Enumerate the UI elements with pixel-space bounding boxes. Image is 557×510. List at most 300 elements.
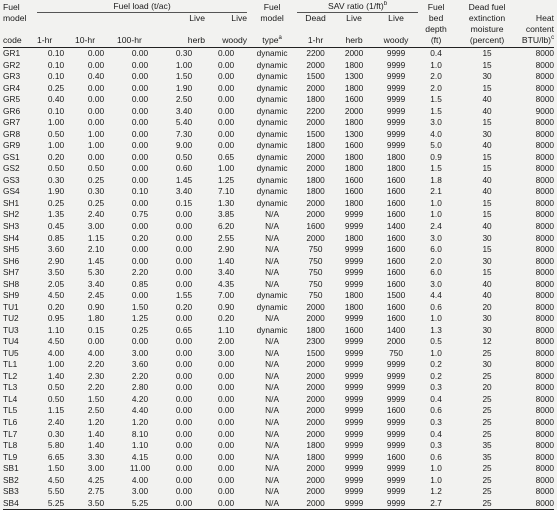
table-row xyxy=(3,382,554,394)
table-row xyxy=(3,348,554,360)
cell-load-live-herb: 0.00 xyxy=(175,382,193,393)
cell-sav-live-woody: 1600 xyxy=(386,186,406,197)
cell-code: TL5 xyxy=(3,405,18,416)
cell-heat-content: 8000 xyxy=(535,417,555,427)
cell-load-live-woody: 2.00 xyxy=(217,336,235,347)
table-row xyxy=(3,83,554,95)
cell-bed-depth: 1.0 xyxy=(430,59,442,70)
cell-load-live-woody: 4.35 xyxy=(217,278,235,289)
cell-bed-depth: 0.6 xyxy=(430,405,442,416)
header-sav-herb-l1: Live xyxy=(346,13,362,23)
table-row xyxy=(3,394,554,406)
header-1hr: 1-hr xyxy=(37,24,75,48)
cell-extinction-moisture: 15 xyxy=(482,197,492,208)
table-row xyxy=(3,186,554,198)
cell-sav-live-woody: 9999 xyxy=(386,359,406,370)
cell-sav-live-woody: 1600 xyxy=(386,301,406,312)
cell-sav-dead-1hr: 2000 xyxy=(306,151,325,162)
cell-model-type: N/A xyxy=(265,370,279,381)
cell-code: TL6 xyxy=(3,417,18,427)
cell-model-type: N/A xyxy=(265,313,279,324)
cell-code: SH4 xyxy=(3,232,20,243)
cell-sav-live-woody: 1600 xyxy=(386,174,406,185)
cell-load-10hr: 0.00 xyxy=(87,117,105,128)
cell-sav-live-herb: 9999 xyxy=(344,347,364,358)
cell-extinction-moisture: 40 xyxy=(482,186,492,197)
cell-bed-depth: 2.1 xyxy=(430,186,442,197)
cell-heat-content: 8000 xyxy=(535,474,555,485)
cell-sav-live-woody: 1600 xyxy=(386,267,406,278)
cell-bed-depth: 1.8 xyxy=(430,174,442,185)
cell-heat-content: 8000 xyxy=(535,220,555,231)
cell-sav-dead-1hr: 2000 xyxy=(306,405,325,416)
cell-load-live-herb: 0.00 xyxy=(175,232,193,243)
table-row xyxy=(3,440,554,452)
header-code-l3: code xyxy=(3,24,37,48)
cell-extinction-moisture: 40 xyxy=(482,105,492,116)
table-row xyxy=(3,71,554,83)
cell-extinction-moisture: 15 xyxy=(482,117,492,128)
cell-load-live-herb: 7.30 xyxy=(175,128,193,139)
cell-load-100hr: 1.10 xyxy=(131,440,149,451)
cell-load-100hr: 0.00 xyxy=(131,59,149,70)
table-row xyxy=(3,129,554,141)
cell-load-1hr: 1.40 xyxy=(47,370,65,381)
cell-sav-dead-1hr: 1500 xyxy=(306,347,325,358)
cell-model-type: N/A xyxy=(265,359,279,370)
cell-sav-dead-1hr: 2000 xyxy=(306,393,325,404)
cell-heat-content: 8000 xyxy=(535,197,555,208)
cell-load-10hr: 3.30 xyxy=(87,451,105,462)
header-fuel-load-group: Fuel load (t/ac) xyxy=(37,1,247,13)
cell-load-100hr: 2.20 xyxy=(131,370,149,381)
cell-heat-content: 8000 xyxy=(535,267,555,278)
cell-bed-depth: 0.3 xyxy=(430,417,442,427)
cell-sav-live-woody: 1400 xyxy=(386,220,406,231)
cell-load-10hr: 1.20 xyxy=(87,417,105,427)
cell-sav-live-herb: 9999 xyxy=(344,244,364,255)
cell-load-10hr: 2.10 xyxy=(87,244,105,255)
header-type-text: type xyxy=(262,35,279,45)
header-heat-text-2: content xyxy=(525,24,555,34)
cell-load-live-herb: 3.40 xyxy=(175,186,193,197)
cell-heat-content: 8000 xyxy=(535,324,555,335)
cell-sav-live-herb: 1800 xyxy=(344,301,364,312)
table-row xyxy=(3,221,554,233)
cell-load-10hr: 3.40 xyxy=(87,278,105,289)
cell-model-type: dynamic xyxy=(256,105,288,116)
cell-extinction-moisture: 30 xyxy=(482,232,492,243)
header-heat-sup: c xyxy=(551,35,555,41)
cell-sav-live-woody: 9999 xyxy=(386,59,406,70)
cell-code: TL2 xyxy=(3,370,18,381)
cell-code: TL7 xyxy=(3,428,18,439)
table-row xyxy=(3,359,554,371)
cell-load-10hr: 0.30 xyxy=(87,186,105,197)
cell-load-100hr: 0.85 xyxy=(131,278,149,289)
cell-bed-depth: 2.0 xyxy=(430,71,442,82)
cell-heat-content: 8000 xyxy=(535,347,555,358)
cell-bed-depth: 6.0 xyxy=(430,244,442,255)
cell-load-live-woody: 0.00 xyxy=(217,428,235,439)
cell-load-live-woody: 0.65 xyxy=(217,151,235,162)
cell-load-100hr: 0.00 xyxy=(131,197,149,208)
cell-bed-depth: 1.0 xyxy=(430,474,442,485)
cell-load-100hr: 2.80 xyxy=(131,382,149,393)
cell-code: TL4 xyxy=(3,393,18,404)
header-depth-l2: bed xyxy=(428,13,444,23)
cell-sav-live-woody: 9999 xyxy=(374,498,418,510)
table-row xyxy=(3,371,554,383)
cell-load-10hr: 3.00 xyxy=(87,220,105,231)
cell-sav-dead-1hr: 2000 xyxy=(306,82,325,93)
cell-sav-dead-1hr: 2000 xyxy=(306,313,325,324)
cell-load-1hr: 0.10 xyxy=(47,71,65,82)
cell-extinction-moisture: 40 xyxy=(482,140,492,151)
cell-extinction-moisture: 15 xyxy=(482,151,492,162)
cell-sav-live-herb: 9999 xyxy=(344,382,364,393)
cell-load-10hr: 1.00 xyxy=(87,128,105,139)
cell-load-live-woody: 1.00 xyxy=(217,163,235,174)
cell-load-100hr: 3.60 xyxy=(131,359,149,370)
cell-load-1hr: 4.00 xyxy=(47,347,65,358)
cell-load-1hr: 0.25 xyxy=(47,197,65,208)
cell-heat-content: 8000 xyxy=(535,163,555,174)
cell-extinction-moisture: 30 xyxy=(482,324,492,335)
table-row xyxy=(3,175,554,187)
fuel-model-table xyxy=(3,1,554,510)
table-row xyxy=(3,463,554,475)
table-row xyxy=(3,60,554,72)
cell-load-live-woody: 0.00 xyxy=(217,128,235,139)
cell-load-live-herb: 0.00 xyxy=(175,440,193,451)
cell-load-100hr: 0.00 xyxy=(131,82,149,93)
cell-load-10hr: 1.45 xyxy=(87,255,105,266)
cell-bed-depth: 1.5 xyxy=(430,105,442,116)
cell-load-1hr: 1.15 xyxy=(47,405,65,416)
cell-heat-content: 8000 xyxy=(535,71,555,82)
cell-sav-live-herb: 1600 xyxy=(344,186,364,197)
cell-load-1hr: 1.00 xyxy=(47,117,65,128)
cell-bed-depth: 0.5 xyxy=(430,336,442,347)
cell-heat-content: 8000 xyxy=(520,498,554,510)
table-row xyxy=(3,498,554,510)
cell-model-type: N/A xyxy=(265,474,279,485)
cell-load-live-woody: 3.00 xyxy=(217,347,235,358)
cell-sav-live-woody: 1600 xyxy=(386,313,406,324)
cell-bed-depth: 0.4 xyxy=(430,393,442,404)
cell-model-type: dynamic xyxy=(256,301,288,312)
cell-bed-depth: 1.0 xyxy=(430,209,442,220)
cell-sav-live-woody: 9999 xyxy=(386,417,406,427)
table-row xyxy=(3,198,554,210)
cell-load-10hr: 2.45 xyxy=(87,290,105,301)
cell-sav-live-woody: 1800 xyxy=(386,151,406,162)
cell-load-100hr: 0.10 xyxy=(131,186,149,197)
cell-load-live-woody: 7.00 xyxy=(217,290,235,301)
header-type-l2: model xyxy=(260,13,284,23)
cell-heat-content: 8000 xyxy=(535,244,555,255)
cell-load-live-herb: 0.00 xyxy=(175,278,193,289)
cell-sav-live-woody: 9999 xyxy=(386,474,406,485)
cell-load-live-woody: 0.00 xyxy=(217,417,235,427)
cell-bed-depth: 6.0 xyxy=(430,267,442,278)
cell-sav-dead-1hr: 1800 xyxy=(306,324,325,335)
cell-load-1hr: 0.10 xyxy=(47,59,65,70)
cell-extinction-moisture: 15 xyxy=(482,209,492,220)
cell-bed-depth: 1.5 xyxy=(430,94,442,105)
cell-bed-depth: 5.0 xyxy=(430,140,442,151)
cell-load-10hr: 0.25 xyxy=(87,197,105,208)
cell-load-10hr: 0.00 xyxy=(87,151,105,162)
cell-model-type: N/A xyxy=(265,451,279,462)
cell-code: TU5 xyxy=(3,347,19,358)
header-code-l1: Fuel xyxy=(3,1,20,12)
cell-load-1hr: 1.50 xyxy=(47,463,65,474)
cell-load-10hr: 3.50 xyxy=(75,498,117,510)
header-type-l3 xyxy=(247,24,297,48)
cell-model-type: N/A xyxy=(265,463,279,474)
cell-model-type: dynamic xyxy=(256,290,288,301)
cell-load-1hr: 0.50 xyxy=(47,382,65,393)
cell-load-100hr: 1.25 xyxy=(131,313,149,324)
cell-sav-dead-1hr: 2000 xyxy=(306,117,325,128)
cell-sav-live-herb: 1800 xyxy=(344,59,364,70)
cell-bed-depth: 0.6 xyxy=(430,301,442,312)
cell-sav-dead-1hr: 1800 xyxy=(306,186,325,197)
cell-load-live-woody: 3.40 xyxy=(217,267,235,278)
header-moisture-text-3: moisture xyxy=(470,24,504,34)
cell-sav-live-woody: 750 xyxy=(389,347,403,358)
cell-load-1hr: 0.30 xyxy=(47,428,65,439)
cell-load-100hr: 0.00 xyxy=(131,48,149,58)
cell-sav-live-herb: 9999 xyxy=(344,428,364,439)
cell-load-1hr: 4.50 xyxy=(47,336,65,347)
cell-heat-content: 8000 xyxy=(535,255,555,266)
cell-bed-depth: 0.2 xyxy=(430,370,442,381)
cell-sav-dead-1hr: 1800 xyxy=(306,451,325,462)
cell-bed-depth: 1.0 xyxy=(430,463,442,474)
header-depth-l1: Fuel xyxy=(427,1,445,12)
cell-bed-depth: 1.0 xyxy=(430,347,442,358)
cell-load-1hr: 1.00 xyxy=(47,140,65,151)
cell-model-type: N/A xyxy=(265,428,279,439)
cell-sav-live-woody: 1600 xyxy=(386,244,406,255)
cell-load-live-woody: 0.00 xyxy=(217,359,235,370)
cell-bed-depth: 2.0 xyxy=(430,82,442,93)
cell-load-live-herb: 2.50 xyxy=(175,94,193,105)
cell-load-live-woody: 2.55 xyxy=(217,232,235,243)
cell-heat-content: 8000 xyxy=(535,359,555,370)
cell-load-live-woody: 3.85 xyxy=(217,209,235,220)
cell-load-live-woody: 0.00 xyxy=(217,474,235,485)
header-live-woody-l2: woody xyxy=(205,24,247,48)
cell-sav-live-herb: 9999 xyxy=(344,463,364,474)
cell-load-100hr: 0.00 xyxy=(131,255,149,266)
cell-extinction-moisture: 30 xyxy=(482,359,492,370)
cell-load-live-herb: 0.00 xyxy=(175,474,193,485)
cell-bed-depth: 3.0 xyxy=(430,232,442,243)
table-row xyxy=(3,94,554,106)
cell-load-1hr: 6.65 xyxy=(47,451,65,462)
cell-sav-dead-1hr: 750 xyxy=(308,244,323,255)
cell-load-1hr: 4.50 xyxy=(47,290,65,301)
cell-load-10hr: 0.00 xyxy=(87,94,105,105)
cell-sav-dead-1hr: 1800 xyxy=(306,140,325,151)
cell-load-live-herb: 1.00 xyxy=(175,59,193,70)
cell-load-10hr: 1.50 xyxy=(87,393,105,404)
cell-sav-live-woody: 9999 xyxy=(386,117,406,128)
cell-extinction-moisture: 25 xyxy=(482,347,492,358)
cell-model-type: dynamic xyxy=(256,140,288,151)
cell-extinction-moisture: 25 xyxy=(482,463,492,474)
cell-sav-dead-1hr: 2000 xyxy=(306,463,325,474)
cell-load-live-herb: 0.20 xyxy=(175,301,193,312)
cell-load-100hr: 2.20 xyxy=(131,267,149,278)
cell-load-100hr: 0.00 xyxy=(131,94,149,105)
cell-load-1hr: 1.35 xyxy=(47,209,65,220)
cell-code: TL8 xyxy=(3,440,18,451)
cell-sav-live-woody: 1600 xyxy=(386,405,406,416)
cell-load-100hr: 0.00 xyxy=(131,220,149,231)
cell-model-type: dynamic xyxy=(256,186,288,197)
cell-load-live-herb: 0.00 xyxy=(175,267,193,278)
cell-sav-dead-1hr: 2000 xyxy=(306,417,325,427)
table-row xyxy=(3,267,554,279)
cell-sav-dead-1hr: 2000 xyxy=(306,232,325,243)
cell-heat-content: 8000 xyxy=(535,440,555,451)
cell-load-live-woody: 0.00 xyxy=(217,451,235,462)
cell-load-10hr: 0.00 xyxy=(87,105,105,116)
cell-heat-content: 8000 xyxy=(535,290,555,301)
cell-model-type: N/A xyxy=(265,405,279,416)
cell-sav-live-herb: 1300 xyxy=(344,128,364,139)
cell-load-1hr: 0.40 xyxy=(47,94,65,105)
cell-sav-live-woody: 1600 xyxy=(386,197,406,208)
cell-sav-live-herb: 9999 xyxy=(344,267,364,278)
cell-load-live-herb: 0.00 xyxy=(175,393,193,404)
cell-extinction-moisture: 25 xyxy=(482,405,492,416)
cell-model-type: dynamic xyxy=(256,151,288,162)
cell-load-live-herb: 0.00 xyxy=(175,405,193,416)
cell-bed-depth: 2.7 xyxy=(418,498,454,510)
cell-sav-live-woody: 9999 xyxy=(386,94,406,105)
cell-sav-live-woody: 1500 xyxy=(386,290,406,301)
cell-load-live-woody: 1.40 xyxy=(217,255,235,266)
cell-load-10hr: 4.25 xyxy=(87,474,105,485)
cell-load-live-herb: 0.00 xyxy=(175,209,193,220)
cell-load-live-herb: 1.45 xyxy=(175,174,193,185)
cell-load-live-woody: 0.00 xyxy=(217,405,235,416)
cell-load-live-woody: 7.10 xyxy=(217,186,235,197)
cell-code: GS2 xyxy=(3,163,20,174)
cell-code: TL1 xyxy=(3,359,18,370)
header-live-herb-l1: Live xyxy=(189,13,205,23)
cell-model-type: N/A xyxy=(265,393,279,404)
header-10hr: 10-hr xyxy=(75,24,117,48)
cell-sav-live-herb: 1800 xyxy=(344,163,364,174)
cell-extinction-moisture: 30 xyxy=(482,313,492,324)
cell-load-10hr: 0.00 xyxy=(87,59,105,70)
cell-load-1hr: 1.10 xyxy=(47,324,65,335)
cell-load-10hr: 0.00 xyxy=(87,82,105,93)
cell-load-live-herb: 0.00 xyxy=(175,370,193,381)
cell-load-live-woody: 0.00 xyxy=(205,498,247,510)
cell-load-100hr: 0.00 xyxy=(131,71,149,82)
cell-load-100hr: 4.00 xyxy=(131,474,149,485)
cell-heat-content: 8000 xyxy=(535,232,555,243)
cell-load-live-herb: 0.00 xyxy=(175,347,193,358)
table-row xyxy=(3,290,554,302)
cell-code: TL3 xyxy=(3,382,18,393)
cell-load-10hr: 0.25 xyxy=(87,174,105,185)
cell-heat-content: 8000 xyxy=(535,405,555,416)
cell-heat-content: 8000 xyxy=(535,117,555,128)
cell-load-live-herb: 0.60 xyxy=(175,163,193,174)
cell-load-1hr: 3.50 xyxy=(47,267,65,278)
cell-bed-depth: 2.0 xyxy=(430,255,442,266)
cell-sav-live-herb: 1600 xyxy=(344,324,364,335)
cell-load-live-herb: 0.00 xyxy=(175,336,193,347)
cell-sav-dead-1hr: 750 xyxy=(308,278,323,289)
cell-sav-live-woody: 9999 xyxy=(386,463,406,474)
cell-code: GS1 xyxy=(3,151,20,162)
header-heat-l2 xyxy=(520,24,554,48)
cell-load-live-woody: 1.10 xyxy=(217,324,235,335)
cell-sav-live-herb: 1800 xyxy=(344,117,364,128)
cell-load-10hr: 0.50 xyxy=(87,163,105,174)
cell-heat-content: 8000 xyxy=(535,186,555,197)
cell-sav-dead-1hr: 750 xyxy=(308,267,323,278)
header-depth-text-3: depth xyxy=(425,24,447,34)
cell-model-type: N/A xyxy=(265,232,279,243)
cell-bed-depth: 4.4 xyxy=(430,290,442,301)
cell-sav-live-herb: 1800 xyxy=(344,82,364,93)
table-row xyxy=(3,417,554,429)
cell-sav-live-herb: 2000 xyxy=(344,105,364,116)
cell-bed-depth: 3.0 xyxy=(430,278,442,289)
cell-load-100hr: 0.20 xyxy=(131,232,149,243)
header-moisture-text-4: (percent) xyxy=(469,35,505,45)
cell-code: GS4 xyxy=(3,186,20,197)
cell-model-type: N/A xyxy=(265,244,279,255)
cell-sav-live-herb: 9999 xyxy=(344,336,364,347)
header-heat-l1: Heat xyxy=(535,13,555,23)
cell-model-type: dynamic xyxy=(256,82,288,93)
table-row xyxy=(3,140,554,152)
cell-extinction-moisture: 35 xyxy=(482,440,492,451)
cell-load-1hr: 0.20 xyxy=(47,301,65,312)
cell-model-type: dynamic xyxy=(256,128,288,139)
cell-heat-content: 8000 xyxy=(535,140,555,151)
cell-sav-live-herb: 1800 xyxy=(344,290,364,301)
cell-load-live-woody: 0.00 xyxy=(217,463,235,474)
cell-extinction-moisture: 20 xyxy=(482,382,492,393)
table-row xyxy=(3,117,554,129)
cell-model-type: dynamic xyxy=(256,324,288,335)
cell-sav-dead-1hr: 750 xyxy=(308,290,323,301)
cell-extinction-moisture: 12 xyxy=(482,336,492,347)
cell-model-type: N/A xyxy=(265,209,279,220)
cell-load-live-herb: 0.15 xyxy=(175,197,193,208)
header-sav-text: SAV ratio (1/ft) xyxy=(328,1,384,11)
cell-sav-live-herb: 9999 xyxy=(344,255,364,266)
cell-code: GR2 xyxy=(3,59,21,70)
cell-sav-live-woody: 9999 xyxy=(386,370,406,381)
table-row xyxy=(3,233,554,245)
header-sav-herb-l2: herb xyxy=(334,24,374,48)
cell-sav-live-herb: 9999 xyxy=(344,220,364,231)
